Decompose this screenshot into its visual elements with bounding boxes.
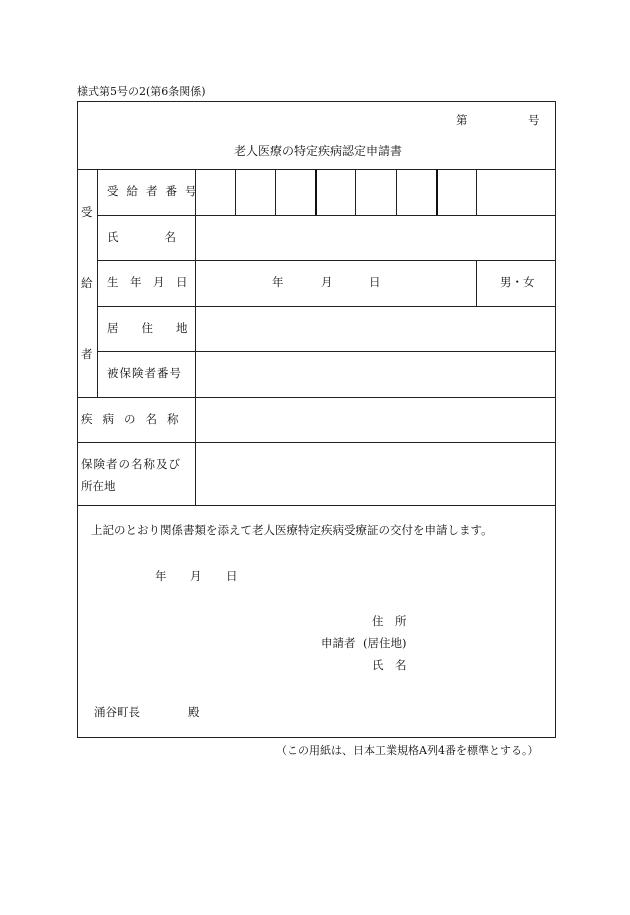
insured-number-field[interactable]	[196, 352, 555, 396]
birth-day-unit: 日	[369, 275, 381, 289]
recipient-digit-3[interactable]	[276, 170, 315, 214]
divider-line	[97, 169, 98, 397]
residence-label: 居 住 地	[107, 321, 188, 335]
applicant-name-label: 氏 名	[372, 658, 407, 672]
digit-divider	[476, 260, 477, 306]
name-field[interactable]	[196, 216, 555, 259]
insurer-label-line2: 所在地	[81, 479, 116, 493]
number-prefix: 第	[456, 113, 468, 127]
sex-option[interactable]: 男・女	[500, 275, 535, 289]
recipient-number-label: 受給者番号	[107, 184, 205, 198]
paper-size-footnote: （この用紙は、日本工業規格A列4番を標準とする。）	[276, 744, 539, 757]
insured-number-label: 被保険者番号	[107, 366, 182, 380]
application-statement: 上記のとおり関係書類を添えて老人医療特定疾病受療証の交付を申請します。	[91, 523, 493, 537]
insurer-label: 保険者の名称及び	[81, 457, 181, 471]
number-suffix: 号	[528, 113, 540, 127]
application-number-field[interactable]	[470, 110, 526, 130]
side-label-char: 者	[81, 347, 93, 361]
residence-field[interactable]	[196, 307, 555, 350]
recipient-digit-7[interactable]	[438, 170, 476, 214]
recipient-digit-4[interactable]	[317, 170, 355, 214]
date-month-unit: 月	[190, 569, 202, 583]
addressee-office: 涌谷町長	[94, 705, 140, 719]
side-label-char: 受	[81, 205, 93, 219]
side-label-char: 給	[81, 276, 93, 290]
divider-line	[77, 505, 556, 506]
recipient-digit-2[interactable]	[236, 170, 275, 214]
digit-divider	[476, 169, 477, 215]
applicant-address-label: 住 所	[372, 614, 407, 628]
applicant-residence-label: (居住地)	[363, 636, 407, 650]
recipient-digit-1[interactable]	[196, 170, 235, 214]
form-title: 老人医療の特定疾病認定申請書	[234, 144, 403, 158]
recipient-digit-6[interactable]	[397, 170, 436, 214]
form-reference: 様式第5号の2(第6条関係)	[77, 85, 206, 98]
applicant-label: 申請者	[321, 636, 356, 650]
birth-date-label: 生 年 月 日	[107, 275, 188, 289]
recipient-digit-5[interactable]	[356, 170, 396, 214]
date-year-unit: 年	[155, 569, 167, 583]
divider-line	[97, 260, 556, 261]
disease-name-label: 疾病の名称	[81, 412, 189, 426]
insurer-name-field[interactable]	[196, 443, 555, 504]
date-day-unit: 日	[226, 569, 238, 583]
name-label: 氏 名	[107, 230, 176, 244]
applicant-info-field[interactable]	[420, 612, 550, 678]
birth-month-unit: 月	[321, 275, 333, 289]
birth-year-unit: 年	[272, 275, 284, 289]
disease-name-field[interactable]	[196, 398, 555, 441]
addressee-honorific: 殿	[188, 705, 200, 719]
